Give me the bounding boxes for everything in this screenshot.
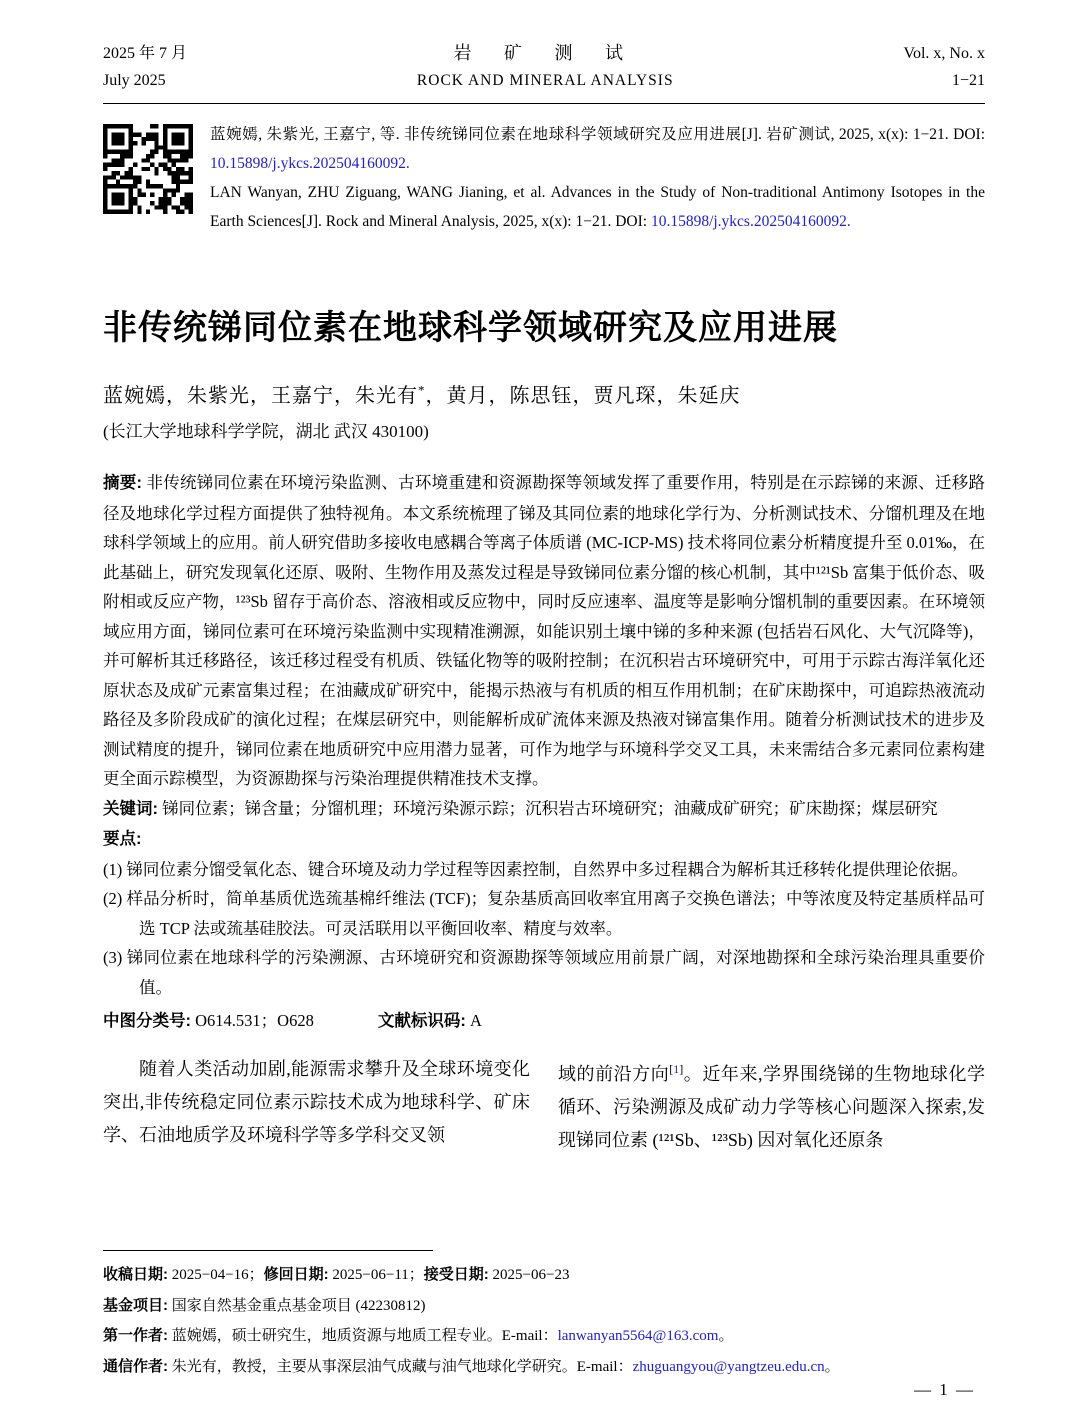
classification-line [103,1006,985,1037]
citation-cn-doi-label: DOI: [953,126,985,143]
corresponding-info: 朱光有，教授，主要从事深层油气成藏与油气地球化学研究。E-mail： [168,1358,633,1375]
highlight-1-marker: (1) [103,859,123,879]
highlight-item-2 [103,884,985,943]
ref-bracket-close: ] [679,1061,684,1076]
highlight-3-text: 锑同位素在地球科学的污染溯源、古环境研究和资源勘探等领域应用前景广阔，对深地勘探和全球污染治理具重要价值。 [122,948,985,997]
corresponding-after: 。 [824,1358,840,1375]
affiliation: (长江大学地球科学学院，湖北 武汉 430100) [103,422,429,441]
keywords-text: 锑同位素；锑含量；分馏机理；环境污染源示踪；沉积岩古环境研究；油藏成矿研究；矿床勘探；煤层研究 [158,798,938,818]
qr-code [103,124,193,214]
article-title: 非传统锑同位素在地球科学领域研究及应用进展 [103,309,838,347]
corresponding-label: 通信作者: [103,1357,168,1375]
fund-label: 基金项目: [103,1296,168,1314]
accepted-label: 接受日期: [423,1266,489,1283]
clc-value: O614.531；O628 [191,1011,314,1030]
header-date [103,40,187,94]
clc-label: 中图分类号: [103,1012,191,1030]
citation-en: LAN Wanyan, ZHU Ziguang, WANG Jianing, et al. Advances in the Study of Non-traditional Antimony Isotopes in the Earth Sciences[J]. Rock and Mineral Analysis, 2025, x(x): 1−21. [210,184,985,230]
body-column-left [103,1053,530,1157]
header-pages: 1−21 [951,72,985,89]
page-number: — 1 — [914,1380,975,1399]
journal-header [103,40,985,94]
citation-block [103,120,985,236]
fund-value: 国家自然基金重点基金项目 (42230812) [168,1297,426,1314]
first-author-after: 。 [718,1328,734,1344]
citation-en-doi-label: DOI: [615,213,651,230]
highlight-1-text: 锑同位素分馏受氧化态、键合环境及动力学过程等因素控制，自然界中多过程耦合为解析其迁移转化提供理论依据。 [122,859,968,879]
author-line [103,379,985,408]
abstract-label: 摘要: [103,474,143,492]
keywords-label: 关键词: [103,799,158,818]
authors-post: ，黄月，陈思钰，贾凡琛，朱延庆 [425,385,741,407]
revised-label: 修回日期: [263,1266,329,1283]
citation-text [210,120,985,236]
highlight-2-text: 样品分析时，简单基质优选巯基棉纤维法 (TCF)；复杂基质高回收率宜用离子交换色谱法；中等浓度及特定基质样品可选 TCP 法或巯基硅胶法。可灵活联用以平衡回收率、精度与效率。 [122,889,985,938]
header-vol-no: Vol. x, No. x [903,45,985,62]
body-column-right [558,1053,985,1157]
body-right-paragraph [558,1053,985,1157]
footnote-fund [103,1291,985,1322]
header-rule [103,103,985,104]
first-author-label: 第一作者: [103,1327,168,1344]
body-right-post: 。近年来,学界围绕锑的生物地球化学循环、污染溯源及成矿动力学等核心问题深入探索,发现锑同位素 (¹²¹Sb、¹²³Sb) 因对氧化还原条 [558,1063,985,1150]
citation-cn: 蓝婉嫣, 朱紫光, 王嘉宁, 等. 非传统锑同位素在地球科学领域研究及应用进展[J]. 岩矿测试, 2025, x(x): 1−21. [210,126,954,143]
body-right-pre: 域的前沿方向 [558,1063,670,1084]
corresponding-email[interactable]: zhuguangyou@yangtzeu.edu.cn [632,1358,825,1375]
corresponding-star: * [418,382,426,398]
footnote-block [103,1260,985,1382]
journal-name [417,40,674,94]
footnote-first-author [103,1321,985,1352]
first-author-email[interactable]: lanwanyan5564@163.com [557,1328,719,1344]
received-label: 收稿日期: [103,1266,168,1283]
citation-en-doi-link[interactable]: 10.15898/j.ykcs.202504160092. [650,213,851,230]
footnote-corresponding-author [103,1352,985,1383]
ref-number[interactable]: 1 [673,1061,680,1076]
first-author-info: 蓝婉嫣，硕士研究生，地质资源与地质工程专业。E-mail： [168,1328,558,1344]
highlight-item-3 [103,943,985,1002]
accepted-value: 2025−06−23 [488,1267,570,1283]
body-columns [103,1053,985,1157]
reference-1-marker[interactable] [669,1062,683,1076]
footnote-rule [103,1250,433,1251]
highlight-3-marker: (3) [103,948,123,967]
highlight-item-1 [103,855,985,885]
doc-code-value: A [465,1011,482,1030]
authors-pre: 蓝婉嫣，朱紫光，王嘉宁，朱光有 [103,385,418,407]
abstract [103,468,985,794]
journal-name-cn: 岩 矿 测 试 [453,43,637,63]
received-value: 2025−04−16； [168,1267,264,1283]
footnote-dates [103,1260,985,1291]
header-date-cn: 2025 年 7 月 [103,45,188,62]
journal-name-en: ROCK AND MINERAL ANALYSIS [416,72,674,89]
header-volume [903,40,985,94]
doc-code-label: 文献标识码: [377,1012,466,1030]
highlights-label: 要点: [103,830,142,848]
citation-cn-doi-link[interactable]: 10.15898/j.ykcs.202504160092. [210,155,410,172]
abstract-text: 非传统锑同位素在环境污染监测、古环境重建和资源勘探等领域发挥了重要作用，特别是在示踪锑的来源、迁移路径及地球化学过程方面提供了独特视角。本文系统梳理了锑及其同位素的地球化学行为、分析测试技术、分馏机理及在地球科学领域上的应用。前人研究借助多接收电感耦合等离子体质谱 (MC-ICP-MS) 技术将同位素分析精度提升至 0.01‰，在此基础上，研究发现氧化还原、吸附、生物作用及蒸发过程是导致锑同位素分馏的核心机制，其中¹²¹Sb 富集于低价态、吸附相或反应产物，¹²³Sb 留存于高价态、溶液相或反应物中，同时反应速率、温度等是影响分馏机制的重要因素。在环境领域应用方面，锑同位素可在环境污染监测中实现精准溯源，如能识别土壤中锑的多种来源 (包括岩石风化、大气沉降等)，并可解析其迁移路径，该迁移过程受有机质、铁锰化物等的吸附控制；在沉积岩古环境研究中，可用于示踪古海洋氧化还原状态及成矿元素富集过程；在油藏成矿研究中，能揭示热液与有机质的相互作用机制；在矿床勘探中，可追踪热液流动路径及多阶段成矿的演化过程；在煤层研究中，则能解析成矿流体来源及热液对锑富集作用。随着分析测试技术的进步及测试精度的提升，锑同位素在地质研究中应用潜力显著，可作为地学与环境科学交叉工具，未来需结合多元素同位素构建更全面示踪模型，为资源勘探与污染治理提供精准技术支撑。 [103,473,985,788]
keywords [103,794,985,825]
revised-value: 2025−06−11； [328,1267,424,1283]
header-date-en: July 2025 [103,72,166,89]
body-left-paragraph: 随着人类活动加剧,能源需求攀升及全球环境变化突出,非传统稳定同位素示踪技术成为地球科学、矿床学、石油地质学及环境科学等多学科交叉领 [103,1058,530,1145]
highlight-2-marker: (2) [103,889,123,908]
ref-bracket-open: [ [669,1061,674,1076]
